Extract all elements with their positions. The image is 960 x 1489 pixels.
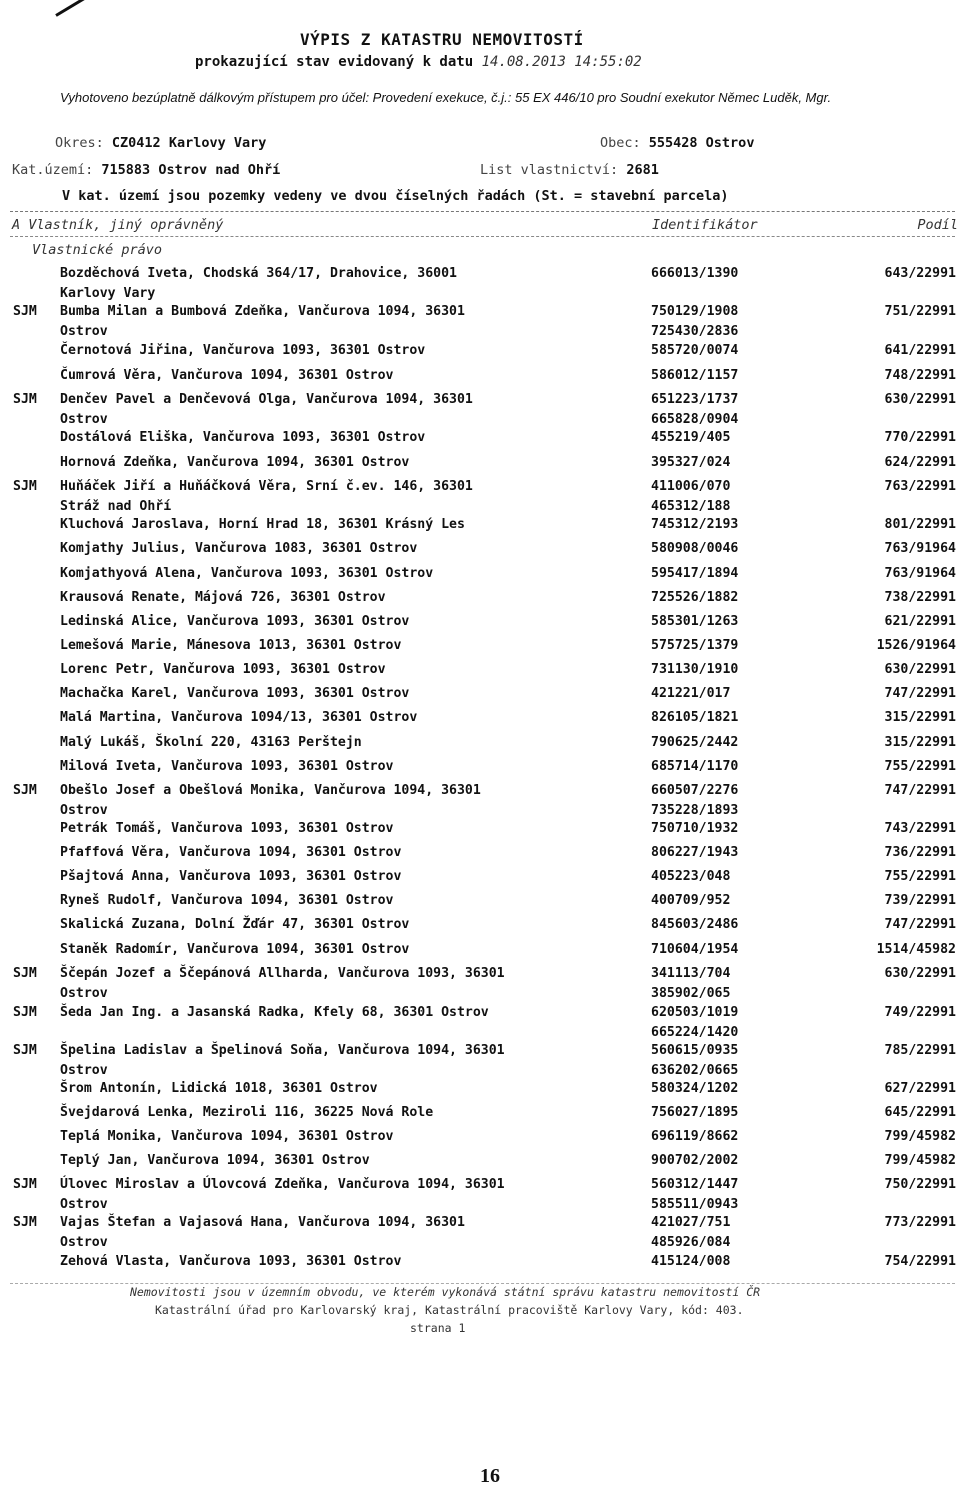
sjm-badge: SJM — [13, 1177, 37, 1192]
owner-name: Lemešová Marie, Mánesova 1013, 36301 Ostrov — [60, 638, 402, 653]
owner-name: Petrák Tomáš, Vančurova 1093, 36301 Ostrov — [60, 821, 394, 836]
owner-name: Bumba Milan a Bumbová Zdeňka, Vančurova 1094, 36301 Ostrov — [60, 304, 465, 339]
divider — [10, 211, 955, 212]
owner-identifier: 580908/0046 — [651, 541, 739, 556]
owner-identifier: 455219/405 — [651, 430, 731, 445]
owner-share: 739/22991 — [884, 893, 956, 908]
owner-name: Pfaffová Věra, Vančurova 1094, 36301 Ostrov — [60, 845, 402, 860]
owner-name: Krausová Renate, Májová 726, 36301 Ostrov — [60, 590, 386, 605]
owner-name: Malá Martina, Vančurova 1094/13, 36301 Ostrov — [60, 710, 418, 725]
owner-identifier: 651223/1737 665828/0904 — [651, 392, 739, 427]
owner-share: 801/22991 — [884, 517, 956, 532]
col-share-header: Podíl — [917, 217, 958, 233]
list-vlastnictvi-field — [480, 162, 659, 178]
footer-line-1: Nemovitosti jsou v územním obvodu, ve kterém vykonává státní správu katastru nemovitostí ČR — [130, 1285, 761, 1299]
obec-value: 555428 Ostrov — [648, 135, 755, 151]
owner-name: Kluchová Jaroslava, Horní Hrad 18, 36301 Krásný Les — [60, 517, 465, 532]
owner-name: Bozděchová Iveta, Chodská 364/17, Drahovice, 36001 Karlovy Vary — [60, 266, 457, 301]
owner-name: Lorenc Petr, Vančurova 1093, 36301 Ostrov — [60, 662, 386, 677]
owner-name: Teplá Monika, Vančurova 1094, 36301 Ostrov — [60, 1129, 394, 1144]
owner-name: Denčev Pavel a Denčevová Olga, Vančurova 1094, 36301 Ostrov — [60, 392, 473, 427]
subtitle-text: prokazující stav evidovaný k datu — [195, 54, 474, 70]
owner-identifier: 900702/2002 — [651, 1153, 739, 1168]
owner-identifier: 421027/751 485926/084 — [651, 1215, 731, 1250]
sjm-badge: SJM — [13, 304, 37, 319]
obec-field — [600, 135, 754, 151]
owner-name: Machačka Karel, Vančurova 1093, 36301 Ostrov — [60, 686, 410, 701]
owner-identifier: 790625/2442 — [651, 735, 739, 750]
footer-line-2: Katastrální úřad pro Karlovarský kraj, Katastrální pracoviště Karlovy Vary, kód: 403. — [155, 1303, 744, 1317]
owner-name: Šeda Jan Ing. a Jasanská Radka, Kfely 68, 36301 Ostrov — [60, 1005, 489, 1020]
owner-share: 763/91964 — [884, 566, 956, 581]
owner-share: 624/22991 — [884, 455, 956, 470]
obec-label: Obec: — [600, 135, 641, 151]
owner-identifier: 806227/1943 — [651, 845, 739, 860]
owner-name: Pšajtová Anna, Vančurova 1093, 36301 Ostrov — [60, 869, 402, 884]
owner-identifier: 845603/2486 — [651, 917, 739, 932]
owner-share: 749/22991 — [884, 1005, 956, 1020]
owner-name: Staněk Radomír, Vančurova 1094, 36301 Ostrov — [60, 942, 410, 957]
owner-share: 773/22991 — [884, 1215, 956, 1230]
list-value: 2681 — [626, 162, 659, 178]
owner-share: 799/45982 — [884, 1153, 956, 1168]
owner-share: 627/22991 — [884, 1081, 956, 1096]
okres-value: CZ0412 Karlovy Vary — [111, 135, 267, 151]
owner-name: Obešlo Josef a Obešlová Monika, Vančurova 1094, 36301 Ostrov — [60, 783, 481, 818]
owner-identifier: 710604/1954 — [651, 942, 739, 957]
col-id-header: Identifikátor — [652, 217, 758, 233]
owner-share: 755/22991 — [884, 869, 956, 884]
document-subtitle — [195, 54, 642, 70]
owner-share: 747/22991 — [884, 917, 956, 932]
owner-name: Hornová Zdeňka, Vančurova 1094, 36301 Ostrov — [60, 455, 410, 470]
owner-name: Vajas Štefan a Vajasová Hana, Vančurova 1094, 36301 Ostrov — [60, 1215, 465, 1250]
owner-identifier: 685714/1170 — [651, 759, 739, 774]
owner-identifier: 560615/0935 636202/0665 — [651, 1043, 739, 1078]
sjm-badge: SJM — [13, 1005, 37, 1020]
list-label: List vlastnictví: — [480, 162, 619, 178]
owner-share: 315/22991 — [884, 735, 956, 750]
owner-identifier: 595417/1894 — [651, 566, 739, 581]
subtitle-date: 14.08.2013 14:55:02 — [481, 54, 642, 70]
owner-identifier: 660507/2276 735228/1893 — [651, 783, 739, 818]
katuzemi-field — [12, 162, 280, 178]
owner-identifier: 666013/1390 — [651, 266, 739, 281]
owner-name: Huňáček Jiří a Huňáčková Věra, Srní č.ev. 146, 36301 Stráž nad Ohří — [60, 479, 473, 514]
owner-share: 630/22991 — [884, 662, 956, 677]
owner-share: 751/22991 — [884, 304, 956, 319]
owner-identifier: 750129/1908 725430/2836 — [651, 304, 739, 339]
owner-identifier: 586012/1157 — [651, 368, 739, 383]
katuzemi-value: 715883 Ostrov nad Ohří — [101, 162, 281, 178]
owner-name: Zehová Vlasta, Vančurova 1093, 36301 Ostrov — [60, 1254, 402, 1269]
owner-identifier: 745312/2193 — [651, 517, 739, 532]
sjm-badge: SJM — [13, 966, 37, 981]
owner-share: 645/22991 — [884, 1105, 956, 1120]
katuzemi-label: Kat.území: — [12, 162, 94, 178]
owner-name: Ščepán Jozef a Ščepánová Allharda, Vančurova 1093, 36301 Ostrov — [60, 966, 505, 1001]
owner-share: 785/22991 — [884, 1043, 956, 1058]
footer-page: strana 1 — [410, 1321, 466, 1335]
owner-share: 743/22991 — [884, 821, 956, 836]
owner-identifier: 405223/048 — [651, 869, 731, 884]
purpose-note: Vyhotoveno bezúplatně dálkovým přístupem pro účel: Provedení exekuce, č.j.: 55 EX 446/10 pro Soudní exekutor Němec Luděk, Mgr. — [60, 90, 832, 105]
sjm-badge: SJM — [13, 392, 37, 407]
owner-name: Ryneš Rudolf, Vančurova 1094, 36301 Ostrov — [60, 893, 394, 908]
owner-name: Milová Iveta, Vančurova 1093, 36301 Ostrov — [60, 759, 394, 774]
owner-share: 738/22991 — [884, 590, 956, 605]
owner-name: Skalická Zuzana, Dolní Žďár 47, 36301 Ostrov — [60, 917, 410, 932]
owner-name: Komjathyová Alena, Vančurova 1093, 36301 Ostrov — [60, 566, 434, 581]
owner-share: 755/22991 — [884, 759, 956, 774]
table-header — [12, 217, 958, 233]
owner-identifier: 756027/1895 — [651, 1105, 739, 1120]
owner-name: Černotová Jiřina, Vančurova 1093, 36301 Ostrov — [60, 343, 426, 358]
owner-identifier: 575725/1379 — [651, 638, 739, 653]
page-number: 16 — [480, 1465, 500, 1487]
owner-share: 641/22991 — [884, 343, 956, 358]
owner-identifier: 395327/024 — [651, 455, 731, 470]
owner-share: 747/22991 — [884, 783, 956, 798]
owner-identifier: 341113/704 385902/065 — [651, 966, 731, 1001]
owner-identifier: 415124/008 — [651, 1254, 731, 1269]
owner-share: 643/22991 — [884, 266, 956, 281]
owner-identifier: 585720/0074 — [651, 343, 739, 358]
owner-share: 750/22991 — [884, 1177, 956, 1192]
owner-identifier: 826105/1821 — [651, 710, 739, 725]
handwritten-slash-mark — [55, 0, 99, 17]
owner-share: 748/22991 — [884, 368, 956, 383]
owner-share: 1526/91964 — [876, 638, 956, 653]
owner-identifier: 411006/070 465312/188 — [651, 479, 731, 514]
owner-name: Dostálová Eliška, Vančurova 1093, 36301 Ostrov — [60, 430, 426, 445]
owner-share: 630/22991 — [884, 966, 956, 981]
owner-name: Špelina Ladislav a Špelinová Soňa, Vančurova 1094, 36301 Ostrov — [60, 1043, 505, 1078]
owner-share: 770/22991 — [884, 430, 956, 445]
owner-identifier: 580324/1202 — [651, 1081, 739, 1096]
section-heading: Vlastnické právo — [32, 242, 163, 258]
okres-field — [55, 135, 266, 151]
sjm-badge: SJM — [13, 1043, 37, 1058]
divider — [10, 1283, 955, 1284]
owner-share: 763/22991 — [884, 479, 956, 494]
owner-identifier: 400709/952 — [651, 893, 731, 908]
sjm-badge: SJM — [13, 1215, 37, 1230]
divider — [10, 236, 955, 237]
owner-identifier: 560312/1447 585511/0943 — [651, 1177, 739, 1212]
parcel-series-text: V kat. území jsou pozemky vedeny ve dvou číselných řadách (St. = stavební parcela) — [62, 188, 729, 204]
sjm-badge: SJM — [13, 479, 37, 494]
sjm-badge: SJM — [13, 783, 37, 798]
owner-identifier: 750710/1932 — [651, 821, 739, 836]
owner-identifier: 725526/1882 — [651, 590, 739, 605]
owner-name: Komjathy Julius, Vančurova 1083, 36301 Ostrov — [60, 541, 418, 556]
owner-identifier: 696119/8662 — [651, 1129, 739, 1144]
owner-share: 799/45982 — [884, 1129, 956, 1144]
owner-name: Šrom Antonín, Lidická 1018, 36301 Ostrov — [60, 1081, 378, 1096]
parcel-series-note — [62, 188, 728, 204]
owner-name: Úlovec Miroslav a Úlovcová Zdeňka, Vančurova 1094, 36301 Ostrov — [60, 1177, 505, 1212]
owner-identifier: 731130/1910 — [651, 662, 739, 677]
owner-share: 747/22991 — [884, 686, 956, 701]
owner-identifier: 620503/1019 665224/1420 — [651, 1005, 739, 1040]
owner-identifier: 585301/1263 — [651, 614, 739, 629]
col-owner-header: A Vlastník, jiný oprávněný — [12, 217, 224, 233]
owner-share: 736/22991 — [884, 845, 956, 860]
owner-name: Teplý Jan, Vančurova 1094, 36301 Ostrov — [60, 1153, 370, 1168]
owner-share: 763/91964 — [884, 541, 956, 556]
owner-share: 1514/45982 — [876, 942, 956, 957]
document-title: VÝPIS Z KATASTRU NEMOVITOSTÍ — [300, 30, 584, 49]
owner-share: 315/22991 — [884, 710, 956, 725]
owner-name: Malý Lukáš, Školní 220, 43163 Perštejn — [60, 735, 362, 750]
owner-name: Ledinská Alice, Vančurova 1093, 36301 Ostrov — [60, 614, 410, 629]
okres-label: Okres: — [55, 135, 104, 151]
owner-name: Čumrová Věra, Vančurova 1094, 36301 Ostrov — [60, 368, 394, 383]
owner-share: 621/22991 — [884, 614, 956, 629]
owner-share: 630/22991 — [884, 392, 956, 407]
owner-identifier: 421221/017 — [651, 686, 731, 701]
owner-name: Švejdarová Lenka, Meziroli 116, 36225 Nová Role — [60, 1105, 434, 1120]
owner-share: 754/22991 — [884, 1254, 956, 1269]
